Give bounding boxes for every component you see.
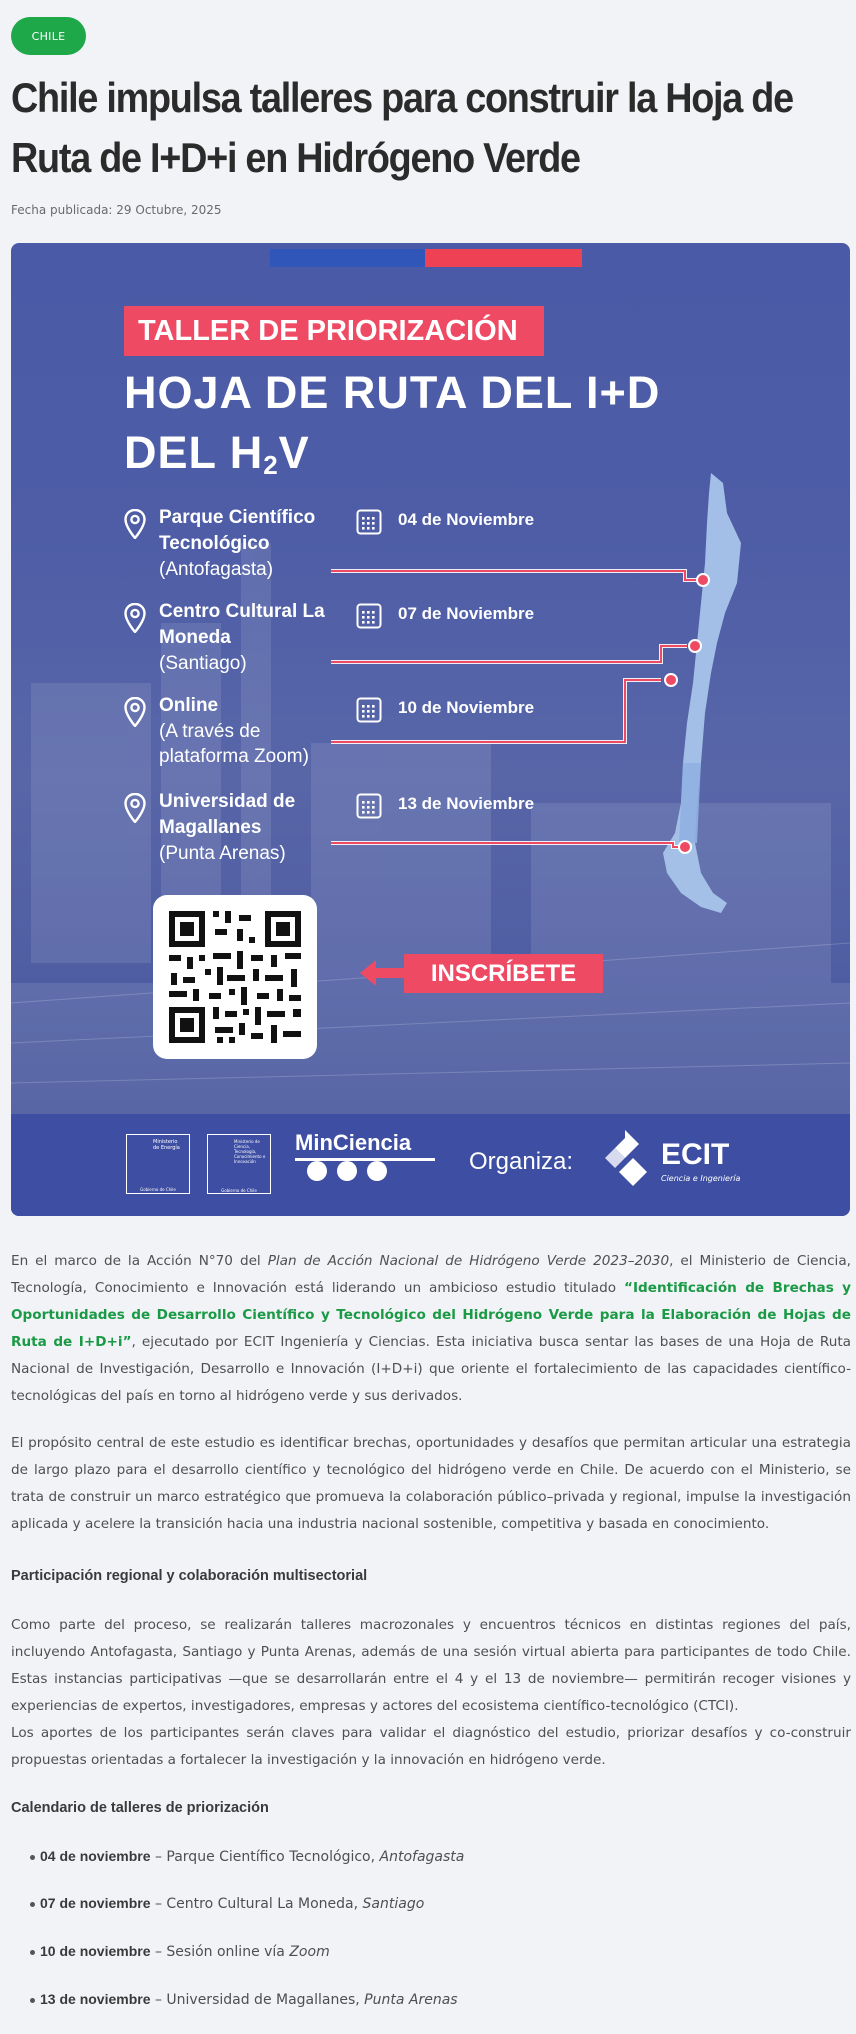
map-pin-punta-arenas xyxy=(679,841,691,853)
ecit-tagline: Ciencia e Ingeniería xyxy=(661,1174,741,1183)
register-button[interactable]: INSCRÍBETE xyxy=(404,954,603,993)
event-banner: TALLER DE PRIORIZACIÓN HOJA DE RUTA DEL I+D DEL $H_2V$ Parque Científico Tecnológico (Antofagasta) 04 de Noviembre Centro Cultural La Moneda (Santiago) 07 de Noviembre Online (A través de plataforma Zoom) 10 de Noviembre Universidad de Magallanes (Punta Arenas) 13 de Noviembre INSCRÍBETE Ministerio de Energía Gobierno de Chile Ministerio de Ciencia, Tecnología, Conocimiento e Innovación Gobierno de Chile MinCiencia Organiza: ECIT Ciencia e Ingeniería xyxy=(11,243,850,1216)
flag-stripe-red xyxy=(425,249,582,267)
ministerio-ciencia-logo: Ministerio de Ciencia, Tecnología, Conocimiento e Innovación Gobierno de Chile xyxy=(207,1134,271,1194)
arrow-left-icon xyxy=(360,958,406,988)
article-paragraph-4: Los aportes de los participantes serán claves para validar el diagnóstico del estudio, priorizar desafíos y co-construir propuestas orientadas a fortalecer la investigación y la innovación en hidrógeno verde. xyxy=(11,1725,851,1768)
schedule-item: 07 de noviembre – Centro Cultural La Moneda, Santiago xyxy=(40,1895,425,1912)
calendar-icon xyxy=(356,507,382,535)
calendar-icon xyxy=(356,791,382,819)
article-paragraph-2: El propósito central de este estudio es identificar brechas, oportunidades y desafíos que permitan articular una estrategia de largo plazo para el desarrollo científico y tecnológico del hidrógeno verde en Chile. De acuerdo con el Ministerio, se trata de construir un marco estratégico que promueva la colaboración público–privada y regional, impulse la investigación aplicada y acelere la transición hacia una industria nacional sostenible, competitiva y basada en conocimiento. xyxy=(11,1435,851,1532)
section-heading-participation: Participación regional y colaboración multisectorial xyxy=(11,1568,368,1584)
location-pin-icon xyxy=(124,509,146,539)
workshop-tag: TALLER DE PRIORIZACIÓN xyxy=(124,306,544,356)
minciencia-logo: MinCiencia xyxy=(295,1130,435,1188)
map-pin-online xyxy=(665,674,677,686)
article-title: Chile impulsa talleres para construir la Hoja de Ruta de I+D+i en Hidrógeno Verde xyxy=(11,74,793,181)
organiza-label: Organiza: xyxy=(469,1148,574,1175)
map-pin-santiago xyxy=(689,640,701,652)
publish-date: Fecha publicada: 29 Octubre, 2025 xyxy=(11,203,222,217)
minciencia-circles-icon xyxy=(295,1156,435,1182)
schedule-item: 10 de noviembre – Sesión online vía Zoom xyxy=(40,1943,330,1960)
location-pin-icon xyxy=(124,697,146,727)
category-badge[interactable]: CHILE xyxy=(11,17,86,55)
article-paragraph-3: Como parte del proceso, se realizarán talleres macrozonales y encuentros técnicos en distintas regiones del país, incluyendo Antofagasta, Santiago y Punta Arenas, además de una sesión virtual abierta para participantes de todo Chile. Estas instancias participativas —que se desarrollarán entre el 4 y el 13 de noviembre— permitirán recoger visiones y experiencias de expertos, investigadores, empresas y actores del ecosistema científico-tecnológico (CTCI). xyxy=(11,1617,851,1714)
schedule-item: 04 de noviembre – Parque Científico Tecnológico, Antofagasta xyxy=(40,1848,465,1865)
ministerio-energia-logo: Ministerio de Energía Gobierno de Chile xyxy=(126,1134,190,1194)
study-title: “Identificación de Brechas y Oportunidades de Desarrollo Científico y Tecnológico del Hidrógeno Verde para la Elaboración de Hojas de Ruta de I+D+i” xyxy=(11,1280,851,1350)
map-pin-antofagasta xyxy=(697,574,709,586)
schedule-item: 13 de noviembre – Universidad de Magallanes, Punta Arenas xyxy=(40,1991,458,2008)
ecit-logo-icon xyxy=(605,1130,653,1186)
qr-code-icon xyxy=(153,895,317,1059)
calendar-icon xyxy=(356,695,382,723)
registration-qr-code[interactable] xyxy=(153,895,317,1059)
flag-stripe-blue xyxy=(270,249,425,267)
location-pin-icon xyxy=(124,603,146,633)
banner-heading: HOJA DE RUTA DEL I+D DEL $H_2V$ xyxy=(124,367,661,480)
ecit-logo: ECIT xyxy=(661,1138,730,1171)
section-heading-calendar: Calendario de talleres de priorización xyxy=(11,1800,269,1816)
article-paragraph-1: En el marco de la Acción N°70 del Plan de Acción Nacional de Hidrógeno Verde 2023–2030, el Ministerio de Ciencia, Tecnología, Conocimiento e Innovación está liderando un ambicioso estudio titulado “Identificación de Brechas y Oportunidades de Desarrollo Científico y Tecnológico del Hidrógeno Verde para la Elaboración de Hojas de Ruta de I+D+i”, ejecutado por ECIT Ingeniería y Ciencias. Esta iniciativa busca sentar las bases de una Hoja de Ruta Nacional de Investigación, Desarrollo e Innovación (I+D+i) que oriente el fortalecimiento de las capacidades científico-tecnológicas del país en torno al hidrógeno verde y sus derivados. xyxy=(11,1253,852,1404)
calendar-icon xyxy=(356,601,382,629)
banner-footer xyxy=(11,1114,850,1216)
location-pin-icon xyxy=(124,793,146,823)
